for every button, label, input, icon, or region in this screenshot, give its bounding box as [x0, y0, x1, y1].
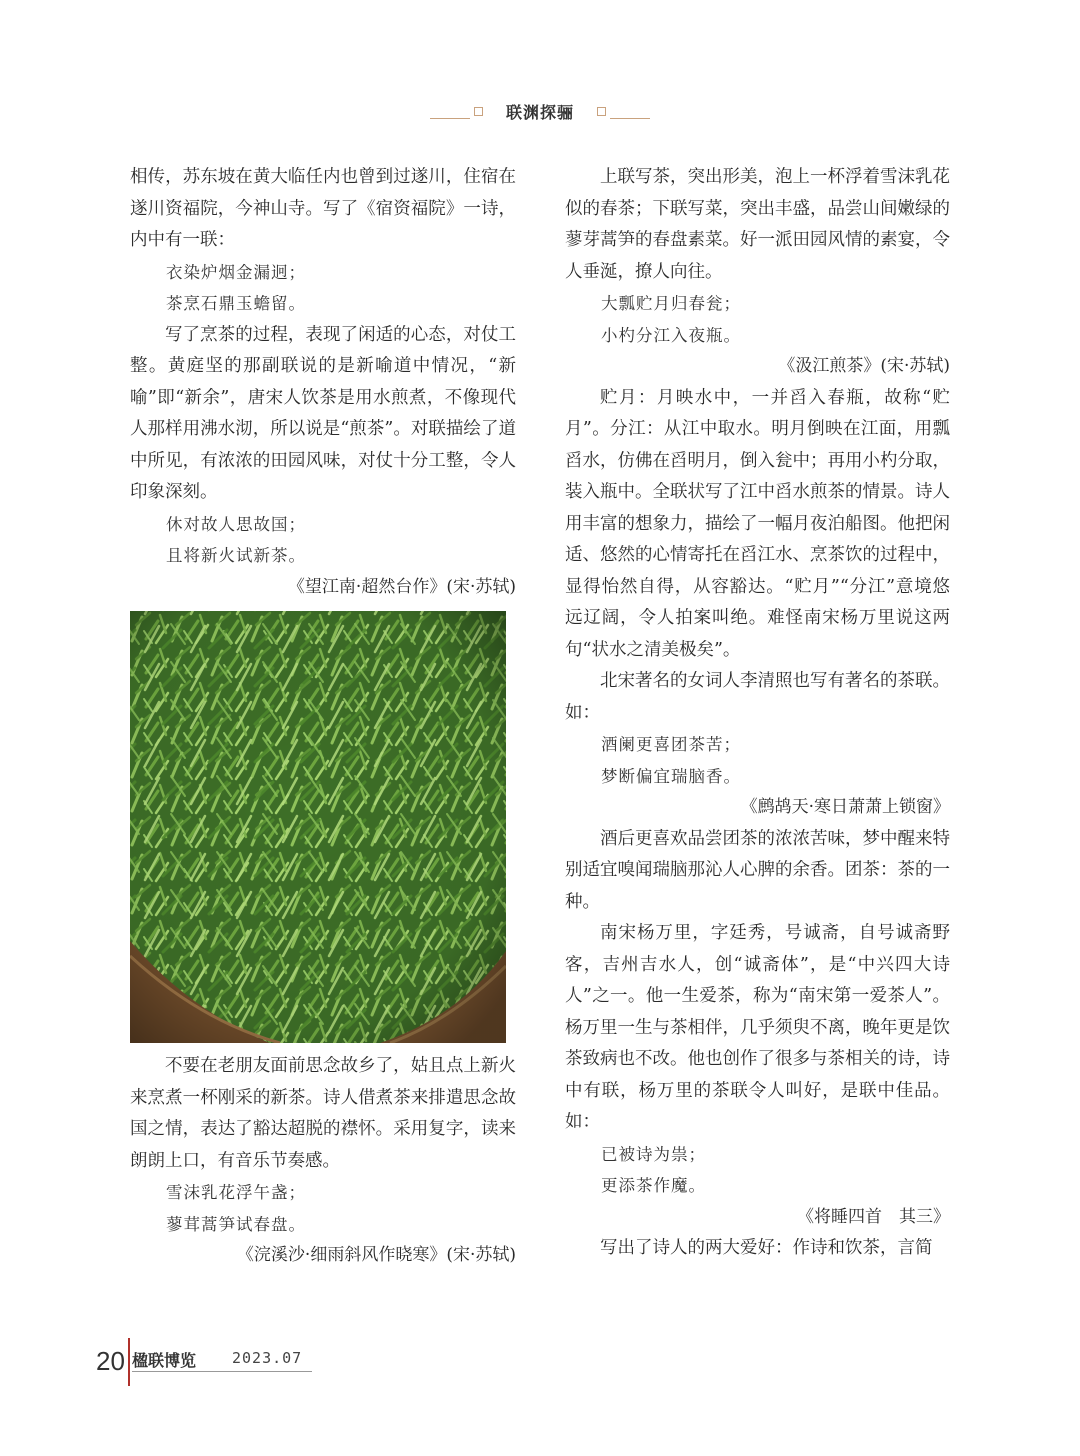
paragraph: 南宋杨万里，字廷秀，号诚斋，自号诚斋野客，吉州吉水人，创“诚斋体”，是“中兴四大诗人”之一。他一生爱茶，称为“南宋第一爱茶人”。杨万里一生与茶相伴，几乎须臾不离，晚年更是饮茶致病也不改。他也创作了很多与茶相关的诗，诗中有联，杨万里的茶联令人叫好，是联中佳品。如： [565, 923, 950, 1132]
footer-rule [132, 1371, 312, 1372]
poem-source: 《汲江煎茶》(宋·苏轼) [778, 356, 950, 376]
couplet-line: 酒阑更喜团茶苦； [601, 735, 741, 754]
section-header [430, 98, 650, 128]
paragraph: 写了烹茶的过程，表现了闲适的心态，对仗工整。黄庭坚的那副联说的是新喻道中情况，“新喻”即“新余”，唐宋人饮茶是用水煎煮，不像现代人那样用沸水沏，所以说是“煎茶”。对联描绘了道中所见，有浓浓的田园风味，对仗十分工整，令人印象深刻。 [130, 324, 516, 502]
issue-date: 2023.07 [232, 1349, 303, 1367]
magazine-name: 楹联博览 [132, 1351, 197, 1370]
header-rule-right [610, 118, 650, 119]
poem-source: 《望江南·超然台作》(宋·苏轼) [287, 576, 516, 597]
couplet-line: 茶烹石鼎玉蟾留。 [166, 294, 306, 313]
header-square-icon-right [597, 107, 606, 116]
couplet-line: 小杓分江入夜瓶。 [601, 325, 741, 345]
poem-source: 《浣溪沙·细雨斜风作晓寒》(宋·苏轼) [236, 1245, 516, 1265]
poem-source: 《鹧鸪天·寒日萧萧上锁窗》 [740, 797, 950, 817]
paragraph: 相传，苏东坡在黄大临任内也曾到过遂川，住宿在遂川资福院，今神山寺。写了《宿资福院》一诗，内中有一联： [130, 167, 516, 250]
left-column [130, 162, 516, 1272]
couplet-line: 更添茶作魔。 [601, 1176, 706, 1195]
couplet-line: 蓼茸蒿笋试春盘。 [166, 1214, 306, 1234]
paragraph: 北宋著名的女词人李清照也写有著名的茶联。如： [565, 671, 950, 723]
footer-divider [128, 1338, 130, 1386]
couplet-line: 且将新火试新茶。 [166, 546, 306, 565]
page-footer [96, 1338, 316, 1388]
paragraph: 上联写茶，突出形美，泡上一杯浮着雪沫乳花似的春茶；下联写菜，突出丰盛，品尝山间嫩绿的蓼芽蒿笋的春盘素菜。好一派田园风情的素宴，令人垂涎，撩人向往。 [565, 167, 950, 282]
right-column [565, 162, 950, 1265]
tea-leaves-texture [130, 611, 506, 1043]
section-title: 联渊探骊 [505, 103, 574, 122]
paragraph: 贮月：月映水中，一并舀入春瓶，故称“贮月”。分江：从江中取水。明月倒映在江面，用瓢舀水，仿佛在舀明月，倒入瓮中；再用小杓分取，装入瓶中。全联状写了江中舀水煎茶的情景。诗人用丰富的想象力，描绘了一幅月夜泊船图。他把闲适、悠然的心情寄托在舀江水、烹茶饮的过程中，显得怡然自得，从容豁达。“贮月”“分江”意境悠远辽阔，令人拍案叫绝。难怪南宋杨万里说这两句“状水之清美极矣”。 [565, 387, 950, 660]
couplet-line: 梦断偏宜瑞脑香。 [601, 766, 741, 786]
paragraph: 酒后更喜欢品尝团茶的浓浓苦味，梦中醒来特别适宜嗅闻瑞脑那沁人心脾的余香。团茶：茶的一种。 [565, 828, 950, 912]
paragraph: 写出了诗人的两大爱好：作诗和饮茶，言简 [600, 1238, 933, 1258]
green-tea-leaves-photo [130, 611, 506, 1043]
couplet-line: 衣染炉烟金漏迥； [166, 262, 306, 282]
couplet-line: 大瓢贮月归春瓮； [601, 294, 741, 313]
couplet-line: 已被诗为祟； [601, 1144, 706, 1164]
page-number: 20 [96, 1346, 125, 1376]
poem-source: 《将睡四首 其三》 [797, 1206, 950, 1227]
paragraph: 不要在老朋友面前思念故乡了，姑且点上新火来烹煮一杯刚采的新茶。诗人借煮茶来排遣思念故国之情，表达了豁达超脱的襟怀。采用复字，读来朗朗上口，有音乐节奏感。 [130, 1056, 516, 1171]
couplet-line: 休对故人思故国； [166, 514, 306, 534]
couplet-line: 雪沫乳花浮午盏； [166, 1183, 306, 1202]
